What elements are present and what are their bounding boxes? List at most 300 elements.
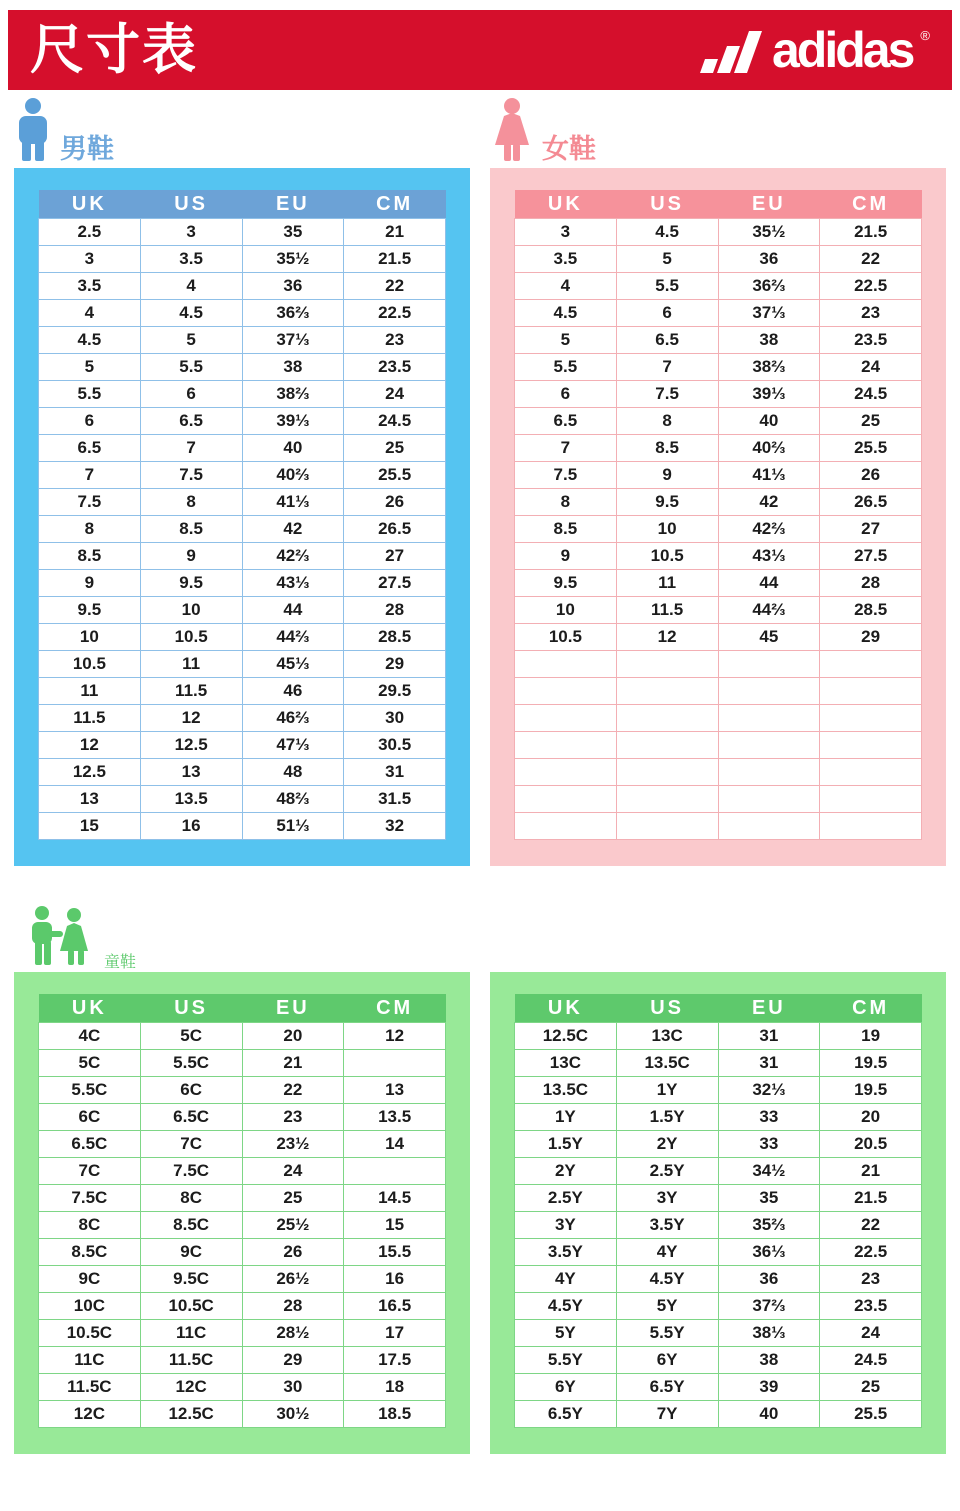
- table-cell: 13.5: [344, 1104, 446, 1131]
- table-cell: 37⅓: [242, 327, 344, 354]
- table-row: [39, 219, 446, 246]
- table-cell: 3.5: [515, 246, 617, 273]
- table-cell: [616, 678, 718, 705]
- table-cell: 26½: [242, 1266, 344, 1293]
- table-cell: 38: [242, 354, 344, 381]
- table-row: [515, 1131, 922, 1158]
- table-cell: 22.5: [344, 300, 446, 327]
- table-cell: [515, 651, 617, 678]
- table-cell: 43⅓: [718, 543, 820, 570]
- table-cell: 7.5C: [140, 1158, 242, 1185]
- table-row: [515, 1158, 922, 1185]
- table-cell: 7: [39, 462, 141, 489]
- table-row: [515, 489, 922, 516]
- table-row: [515, 408, 922, 435]
- table-cell: 23: [820, 1266, 922, 1293]
- table-cell: 38⅓: [718, 1320, 820, 1347]
- table-cell: 4C: [39, 1023, 141, 1050]
- kids-section-label: [28, 906, 960, 972]
- table-cell: 13: [344, 1077, 446, 1104]
- table-cell: 11.5: [39, 705, 141, 732]
- table-cell: 6Y: [616, 1347, 718, 1374]
- table-cell: 16.5: [344, 1293, 446, 1320]
- column-header-uk: UK: [39, 190, 141, 219]
- table-cell: 33: [718, 1131, 820, 1158]
- table-cell: 6: [616, 300, 718, 327]
- table-cell: 9.5: [140, 570, 242, 597]
- table-row: [39, 327, 446, 354]
- table-cell: 22: [820, 246, 922, 273]
- table-cell: 8.5C: [39, 1239, 141, 1266]
- table-cell: 6: [39, 408, 141, 435]
- table-cell: [718, 759, 820, 786]
- table-cell: 8C: [39, 1212, 141, 1239]
- table-cell: 5C: [140, 1023, 242, 1050]
- table-cell: 51⅓: [242, 813, 344, 840]
- table-cell: 3Y: [616, 1185, 718, 1212]
- women-section: [490, 90, 946, 866]
- table-cell: 20: [242, 1023, 344, 1050]
- table-cell: 28.5: [820, 597, 922, 624]
- table-cell: 40: [718, 408, 820, 435]
- table-cell: 42⅔: [718, 516, 820, 543]
- table-row: [515, 1347, 922, 1374]
- table-row: [39, 435, 446, 462]
- page-title: 尺寸表: [30, 20, 198, 80]
- table-cell: 5.5Y: [616, 1320, 718, 1347]
- table-cell: [718, 786, 820, 813]
- table-row: [515, 1374, 922, 1401]
- table-cell: 11.5C: [140, 1347, 242, 1374]
- column-header-uk: UK: [39, 994, 141, 1023]
- kids-panel-right: [490, 972, 946, 1454]
- table-cell: [820, 759, 922, 786]
- table-cell: 9: [515, 543, 617, 570]
- women-section-label: [490, 102, 946, 168]
- table-cell: 7.5: [616, 381, 718, 408]
- table-cell: 23: [242, 1104, 344, 1131]
- table-cell: 44: [718, 570, 820, 597]
- table-row: [515, 1239, 922, 1266]
- table-cell: 22.5: [820, 1239, 922, 1266]
- table-cell: 9.5C: [140, 1266, 242, 1293]
- table-cell: 3Y: [515, 1212, 617, 1239]
- table-cell: [616, 813, 718, 840]
- table-cell: 4: [515, 273, 617, 300]
- table-cell: 5Y: [616, 1293, 718, 1320]
- table-cell: 48⅔: [242, 786, 344, 813]
- table-cell: [515, 786, 617, 813]
- table-cell: 35: [718, 1185, 820, 1212]
- table-cell: 27: [820, 516, 922, 543]
- table-cell: 13C: [515, 1050, 617, 1077]
- table-cell: 30: [242, 1374, 344, 1401]
- table-cell: 5.5: [140, 354, 242, 381]
- table-cell: 23: [820, 300, 922, 327]
- table-cell: 47⅓: [242, 732, 344, 759]
- kids-size-table-left: [38, 994, 446, 1428]
- table-row: [515, 516, 922, 543]
- table-cell: 1.5Y: [515, 1131, 617, 1158]
- table-cell: [616, 705, 718, 732]
- table-cell: [820, 813, 922, 840]
- table-cell: 5: [140, 327, 242, 354]
- table-cell: 29: [344, 651, 446, 678]
- table-cell: [515, 759, 617, 786]
- table-cell: 27.5: [344, 570, 446, 597]
- table-cell: 28: [344, 597, 446, 624]
- table-cell: 1.5Y: [616, 1104, 718, 1131]
- table-row: [515, 219, 922, 246]
- table-cell: 11.5: [140, 678, 242, 705]
- table-cell: 45: [718, 624, 820, 651]
- table-cell: 9: [140, 543, 242, 570]
- female-person-icon: [492, 97, 532, 168]
- table-cell: 37⅓: [718, 300, 820, 327]
- table-cell: 7: [515, 435, 617, 462]
- table-row: [39, 624, 446, 651]
- table-cell: 16: [344, 1266, 446, 1293]
- table-cell: 8: [140, 489, 242, 516]
- table-cell: 29: [242, 1347, 344, 1374]
- table-cell: 12.5: [140, 732, 242, 759]
- table-cell: 8.5: [515, 516, 617, 543]
- table-cell: 33: [718, 1104, 820, 1131]
- table-cell: 21: [344, 219, 446, 246]
- table-row: [515, 1185, 922, 1212]
- table-cell: 39⅓: [718, 381, 820, 408]
- table-cell: 20: [820, 1104, 922, 1131]
- table-row: [515, 435, 922, 462]
- table-row: [39, 1158, 446, 1185]
- table-cell: 45⅓: [242, 651, 344, 678]
- table-cell: 36⅔: [718, 273, 820, 300]
- table-cell: 6C: [39, 1104, 141, 1131]
- men-section: [14, 90, 470, 866]
- table-row: [39, 381, 446, 408]
- table-cell: 46⅔: [242, 705, 344, 732]
- table-cell: 31: [718, 1050, 820, 1077]
- table-cell: 5.5Y: [515, 1347, 617, 1374]
- table-cell: 8.5: [616, 435, 718, 462]
- table-cell: [718, 732, 820, 759]
- table-row: [515, 759, 922, 786]
- table-cell: 4: [140, 273, 242, 300]
- table-cell: 3: [140, 219, 242, 246]
- table-row: [515, 624, 922, 651]
- women-panel: [490, 168, 946, 866]
- table-cell: 30.5: [344, 732, 446, 759]
- table-cell: 3.5Y: [515, 1239, 617, 1266]
- table-cell: 15: [344, 1212, 446, 1239]
- table-cell: 8: [39, 516, 141, 543]
- table-cell: 12.5: [39, 759, 141, 786]
- table-cell: 27.5: [820, 543, 922, 570]
- table-cell: 28½: [242, 1320, 344, 1347]
- table-cell: 22: [242, 1077, 344, 1104]
- table-row: [39, 1239, 446, 1266]
- table-cell: 31.5: [344, 786, 446, 813]
- table-cell: [616, 759, 718, 786]
- table-row: [515, 300, 922, 327]
- table-cell: 7: [140, 435, 242, 462]
- table-cell: 8.5: [140, 516, 242, 543]
- table-cell: 10.5C: [140, 1293, 242, 1320]
- table-row: [39, 1050, 446, 1077]
- table-row: [515, 273, 922, 300]
- table-cell: 5.5C: [140, 1050, 242, 1077]
- kids-right-table-body: [515, 1023, 922, 1428]
- table-header-row: [515, 190, 922, 219]
- table-cell: 13C: [616, 1023, 718, 1050]
- table-cell: 18.5: [344, 1401, 446, 1428]
- table-cell: 8.5: [39, 543, 141, 570]
- kids-persons-icon: [28, 905, 92, 972]
- table-cell: 21.5: [820, 1185, 922, 1212]
- table-cell: 15.5: [344, 1239, 446, 1266]
- table-cell: 26: [242, 1239, 344, 1266]
- table-cell: 25.5: [820, 435, 922, 462]
- table-cell: 26: [344, 489, 446, 516]
- table-cell: 9: [616, 462, 718, 489]
- table-cell: 8C: [140, 1185, 242, 1212]
- column-header-uk: UK: [515, 994, 617, 1023]
- table-cell: 1Y: [616, 1077, 718, 1104]
- table-cell: 12C: [140, 1374, 242, 1401]
- table-cell: 11C: [39, 1347, 141, 1374]
- table-cell: 27: [344, 543, 446, 570]
- table-cell: 13.5C: [515, 1077, 617, 1104]
- table-row: [39, 1023, 446, 1050]
- table-cell: 4.5: [140, 300, 242, 327]
- table-cell: 23½: [242, 1131, 344, 1158]
- table-cell: 6.5Y: [515, 1401, 617, 1428]
- column-header-us: US: [140, 994, 242, 1023]
- table-cell: 22.5: [820, 273, 922, 300]
- table-cell: [515, 678, 617, 705]
- table-cell: [344, 1050, 446, 1077]
- table-cell: 3: [39, 246, 141, 273]
- table-cell: 19.5: [820, 1050, 922, 1077]
- table-row: [39, 462, 446, 489]
- table-cell: 5.5C: [39, 1077, 141, 1104]
- table-cell: 11: [616, 570, 718, 597]
- table-cell: 3.5: [39, 273, 141, 300]
- column-header-us: US: [616, 994, 718, 1023]
- table-cell: 10: [140, 597, 242, 624]
- table-cell: 4.5: [616, 219, 718, 246]
- table-cell: 8: [616, 408, 718, 435]
- table-cell: 11: [39, 678, 141, 705]
- adidas-wordmark: adidas: [772, 22, 913, 78]
- table-cell: 26: [820, 462, 922, 489]
- column-header-eu: EU: [242, 994, 344, 1023]
- table-cell: 15: [39, 813, 141, 840]
- table-cell: 11C: [140, 1320, 242, 1347]
- table-cell: 12.5C: [515, 1023, 617, 1050]
- table-row: [39, 1212, 446, 1239]
- table-row: [39, 1077, 446, 1104]
- table-cell: 6.5: [140, 408, 242, 435]
- table-cell: 9C: [39, 1266, 141, 1293]
- table-row: [515, 354, 922, 381]
- table-cell: 29.5: [344, 678, 446, 705]
- column-header-us: US: [616, 190, 718, 219]
- table-cell: 22: [820, 1212, 922, 1239]
- table-row: [39, 651, 446, 678]
- table-row: [39, 516, 446, 543]
- table-cell: 11: [140, 651, 242, 678]
- table-row: [515, 732, 922, 759]
- table-cell: 7.5: [515, 462, 617, 489]
- table-row: [39, 813, 446, 840]
- table-cell: 21.5: [820, 219, 922, 246]
- table-cell: 23.5: [820, 327, 922, 354]
- table-row: [39, 246, 446, 273]
- kids-sections: [0, 972, 960, 1454]
- table-cell: 2.5: [39, 219, 141, 246]
- column-header-us: US: [140, 190, 242, 219]
- table-row: [39, 786, 446, 813]
- table-cell: 44⅔: [718, 597, 820, 624]
- table-cell: 43⅓: [242, 570, 344, 597]
- kids-panel-left: [14, 972, 470, 1454]
- table-cell: 6: [140, 381, 242, 408]
- table-row: [39, 1293, 446, 1320]
- size-chart-page: [0, 10, 960, 1511]
- table-cell: 12: [344, 1023, 446, 1050]
- table-cell: 36⅔: [242, 300, 344, 327]
- table-cell: 41⅓: [242, 489, 344, 516]
- table-row: [39, 1104, 446, 1131]
- table-cell: 25: [820, 1374, 922, 1401]
- table-cell: 32⅓: [718, 1077, 820, 1104]
- table-cell: 21: [820, 1158, 922, 1185]
- table-cell: 13.5C: [616, 1050, 718, 1077]
- table-header-row: [39, 190, 446, 219]
- table-cell: 38: [718, 327, 820, 354]
- table-row: [515, 381, 922, 408]
- table-row: [39, 489, 446, 516]
- table-row: [515, 678, 922, 705]
- table-cell: 35½: [242, 246, 344, 273]
- table-cell: [616, 786, 718, 813]
- table-cell: 30: [344, 705, 446, 732]
- table-cell: 6: [515, 381, 617, 408]
- table-cell: 5: [515, 327, 617, 354]
- table-cell: 37⅔: [718, 1293, 820, 1320]
- table-cell: 3.5Y: [616, 1212, 718, 1239]
- table-cell: 25: [242, 1185, 344, 1212]
- table-row: [39, 1131, 446, 1158]
- table-cell: 12: [140, 705, 242, 732]
- table-row: [39, 678, 446, 705]
- table-row: [39, 543, 446, 570]
- table-cell: 10: [616, 516, 718, 543]
- table-cell: [344, 1158, 446, 1185]
- table-cell: 5: [616, 246, 718, 273]
- table-cell: 30½: [242, 1401, 344, 1428]
- table-row: [515, 327, 922, 354]
- table-cell: 25: [820, 408, 922, 435]
- table-row: [515, 1050, 922, 1077]
- men-size-table: [38, 190, 446, 840]
- table-cell: 16: [140, 813, 242, 840]
- table-cell: 25.5: [344, 462, 446, 489]
- table-cell: 4: [39, 300, 141, 327]
- table-cell: 26.5: [820, 489, 922, 516]
- table-row: [39, 705, 446, 732]
- adidas-stripes-icon: [700, 27, 764, 73]
- table-cell: 38⅔: [718, 354, 820, 381]
- table-row: [515, 1212, 922, 1239]
- table-cell: 24.5: [820, 1347, 922, 1374]
- table-cell: 24: [820, 354, 922, 381]
- kids-size-table-right: [514, 994, 922, 1428]
- table-cell: 20.5: [820, 1131, 922, 1158]
- table-cell: 7.5: [39, 489, 141, 516]
- men-label-text: 男鞋: [60, 134, 114, 164]
- table-cell: [820, 651, 922, 678]
- table-row: [39, 300, 446, 327]
- table-cell: 7Y: [616, 1401, 718, 1428]
- table-row: [39, 273, 446, 300]
- table-header-row: [39, 994, 446, 1023]
- table-cell: [820, 678, 922, 705]
- table-cell: 25: [344, 435, 446, 462]
- women-table-body: [515, 219, 922, 840]
- table-row: [39, 1266, 446, 1293]
- table-cell: 28: [820, 570, 922, 597]
- table-row: [515, 597, 922, 624]
- table-cell: 36: [242, 273, 344, 300]
- table-cell: 12C: [39, 1401, 141, 1428]
- table-cell: [616, 651, 718, 678]
- table-cell: 25.5: [820, 1401, 922, 1428]
- table-row: [515, 1266, 922, 1293]
- table-row: [39, 354, 446, 381]
- table-cell: 6.5: [515, 408, 617, 435]
- table-row: [515, 246, 922, 273]
- table-cell: 3.5: [140, 246, 242, 273]
- table-cell: 2Y: [515, 1158, 617, 1185]
- table-row: [39, 1185, 446, 1212]
- table-cell: 40: [242, 435, 344, 462]
- table-cell: 36: [718, 246, 820, 273]
- column-header-eu: EU: [718, 190, 820, 219]
- table-row: [515, 1401, 922, 1428]
- table-cell: 42⅔: [242, 543, 344, 570]
- column-header-eu: EU: [718, 994, 820, 1023]
- table-cell: 35⅔: [718, 1212, 820, 1239]
- table-cell: [718, 813, 820, 840]
- table-cell: 10.5: [39, 651, 141, 678]
- table-cell: 8: [515, 489, 617, 516]
- table-cell: 35½: [718, 219, 820, 246]
- table-row: [39, 408, 446, 435]
- table-cell: 7.5C: [39, 1185, 141, 1212]
- table-cell: 2.5Y: [616, 1158, 718, 1185]
- table-cell: 24.5: [344, 408, 446, 435]
- table-row: [515, 705, 922, 732]
- table-cell: 19: [820, 1023, 922, 1050]
- male-person-icon: [16, 97, 50, 168]
- column-header-eu: EU: [242, 190, 344, 219]
- adidas-logo: [700, 22, 930, 78]
- table-cell: 5: [39, 354, 141, 381]
- table-row: [515, 543, 922, 570]
- table-cell: [515, 732, 617, 759]
